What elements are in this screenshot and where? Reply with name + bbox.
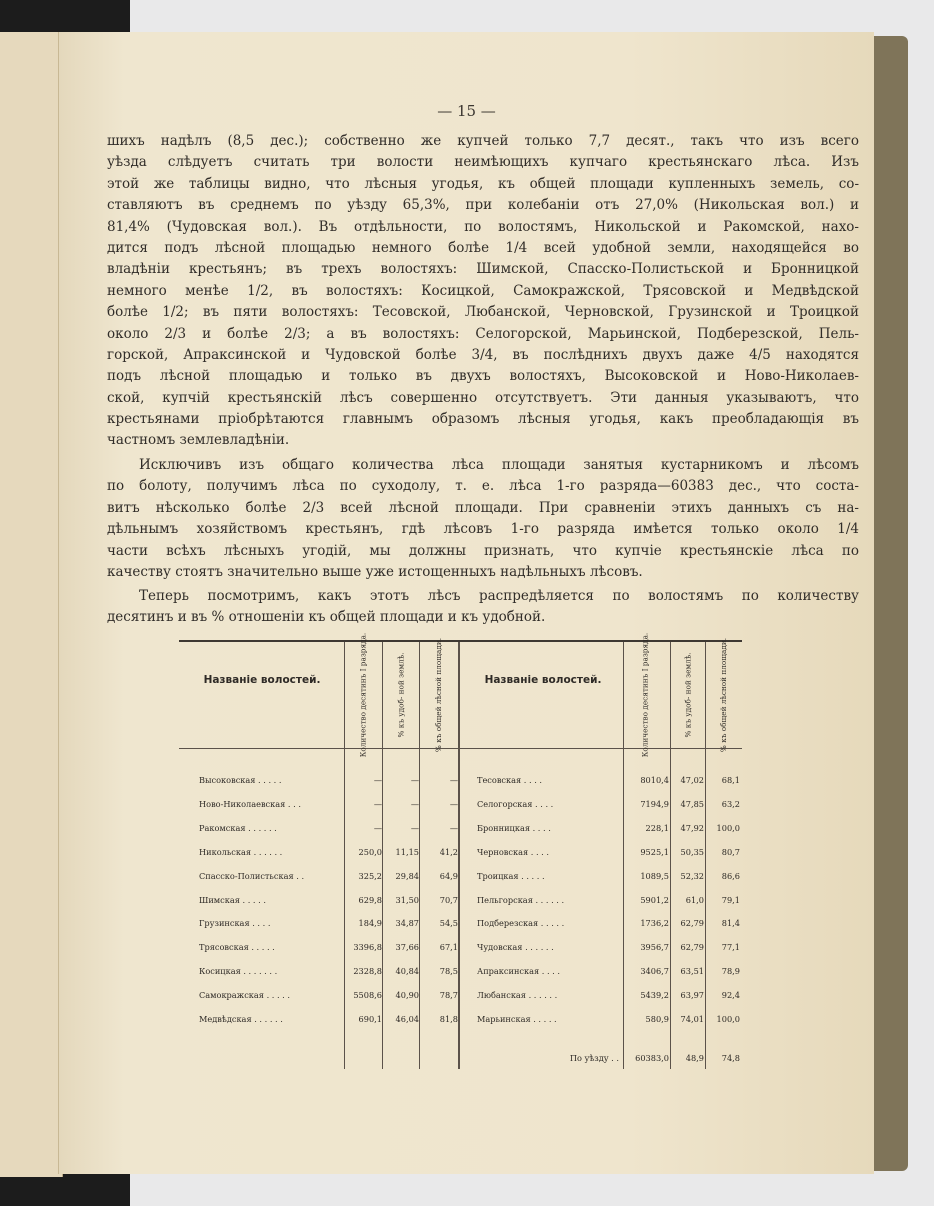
pct-forest-cell: 81,8 — [439, 1014, 458, 1024]
header-volost-name: Названіе волостей. — [203, 674, 321, 686]
pct-useful-cell: — — [410, 798, 419, 809]
paragraph-2 — [107, 455, 859, 583]
table-row — [179, 769, 742, 791]
qty-cell: 629,8 — [358, 894, 382, 905]
text-line: частномъ землевладѣніи. — [107, 432, 290, 449]
pct-forest-cell: — — [449, 775, 458, 785]
pct-useful-cell: 31,50 — [395, 894, 419, 905]
volost-name: Подберезская . . . . . — [477, 918, 565, 929]
text-line: болѣе 1/2; въ пяти волостяхъ: Тесовской, Любанской, Черновской, Грузинской и Троицкой — [107, 304, 859, 321]
text-line: 81,4% (Чудовская вол.). Въ отдѣльности, по волостямъ, Никольской и Ракомской, нахо- — [107, 218, 859, 235]
total-row — [179, 1047, 742, 1069]
facing-page-edge — [0, 32, 63, 1177]
header-qty: Количество десятинъ I разряда. — [358, 632, 367, 758]
text-line: владѣніи крестьянъ; въ трехъ волостяхъ: Шимской, Спасско-Полистьской и Бронницкой — [107, 261, 859, 278]
pct-useful-cell: 50,35 — [680, 846, 704, 857]
volost-name: Троицкая . . . . . — [477, 870, 545, 881]
text-line: дится подъ лѣсной площадью немного болѣе 1/4 всей удобной земли, находящейся во — [107, 239, 859, 256]
text-line: немного менѣе 1/2, въ волостяхъ: Косицкой, Самокражской, Трясовской и Медвѣдской — [107, 282, 859, 299]
total-label: По уѣзду . . — [569, 1053, 619, 1063]
pct-useful-cell: 63,97 — [680, 990, 704, 1001]
pct-forest-cell: — — [449, 798, 458, 809]
header-qty: Количество десятинъ I разряда. — [640, 632, 649, 758]
text-line: подъ лѣсной площадью и только въ двухъ волостяхъ, Высоковской и Ново-Николаев- — [107, 368, 859, 385]
volost-name: Спасско-Полистьская . . — [199, 870, 305, 881]
qty-cell: 7194,9 — [640, 798, 669, 809]
pct-forest-cell: 63,2 — [721, 798, 740, 809]
pct-forest-cell: 67,1 — [439, 942, 458, 953]
pct-forest-cell: 70,7 — [439, 894, 458, 905]
pct-useful-cell: 34,87 — [395, 918, 419, 929]
forest-by-volost-table — [179, 632, 742, 1063]
pct-forest-cell: 80,7 — [721, 846, 740, 857]
volost-name: Селогорская . . . . — [477, 798, 554, 809]
text-line: части всѣхъ лѣсныхъ угодій, мы должны признать, что купчіе крестьянскіе лѣса по — [107, 542, 859, 559]
pct-useful-cell: 62,79 — [680, 918, 704, 929]
pct-forest-cell: 68,1 — [721, 775, 740, 785]
pct-forest-cell: 41,2 — [439, 846, 458, 857]
pct-forest-cell: 100,0 — [716, 822, 740, 833]
pct-useful-cell: 52,32 — [680, 870, 704, 881]
table-row — [179, 936, 742, 958]
paragraph-3 — [107, 586, 859, 629]
pct-useful-cell: — — [410, 775, 419, 785]
pct-useful-cell: 46,04 — [395, 1014, 419, 1024]
pct-forest-cell: — — [449, 822, 458, 833]
text-line: дѣльнымъ хозяйствомъ крестьянъ, гдѣ лѣсовъ 1-го разряда имѣется только около 1/4 — [107, 521, 859, 538]
qty-cell: 325,2 — [358, 870, 382, 881]
pct-useful-cell: 74,01 — [680, 1014, 704, 1024]
table-row — [179, 841, 742, 863]
book-page — [58, 32, 874, 1174]
volost-name: Апраксинская . . . . — [477, 966, 560, 977]
header-pct-useful: % къ удоб- ной землѣ. — [396, 652, 405, 738]
pct-forest-cell: 64,9 — [439, 870, 458, 881]
pct-forest-cell: 100,0 — [716, 1014, 740, 1024]
text-line: шихъ надѣлъ (8,5 дес.); собственно же купчей только 7,7 десят., такъ что изъ всего — [107, 133, 859, 149]
text-line: горской, Апраксинской и Чудовской болѣе 3/4, въ послѣднихъ двухъ даже 4/5 находятся — [107, 346, 859, 363]
qty-cell: 9525,1 — [640, 846, 669, 857]
pct-forest-cell: 81,4 — [721, 918, 740, 929]
volost-name: Ново-Николаевская . . . — [199, 798, 301, 809]
pct-useful-cell: 47,85 — [680, 798, 704, 809]
qty-cell: 580,9 — [645, 1014, 669, 1024]
pct-forest-cell: 92,4 — [721, 990, 740, 1001]
qty-cell: 2328,8 — [353, 966, 382, 977]
text-line: этой же таблицы видно, что лѣсныя угодья, къ общей площади купленныхъ земель, со- — [107, 175, 859, 192]
header-rule — [179, 748, 742, 749]
page-number: — 15 — — [437, 102, 496, 120]
table-row — [179, 1008, 742, 1030]
text-line: Теперь посмотримъ, какъ этотъ лѣсъ распредѣляется по волостямъ по количеству — [139, 588, 859, 604]
qty-cell: 3396,8 — [353, 942, 382, 953]
table-row — [179, 912, 742, 934]
header-pct-forest: % къ общей лѣсной площади. — [434, 637, 443, 753]
qty-cell: 250,0 — [358, 846, 382, 857]
header-pct-forest: % къ общей лѣсной площади. — [719, 637, 728, 753]
volost-name: Черновская . . . . — [477, 846, 549, 857]
volost-name: Самокражская . . . . . — [199, 990, 290, 1001]
pct-useful-cell: 40,90 — [395, 990, 419, 1001]
text-line: ставляютъ въ среднемъ по уѣзду 65,3%, при колебаніи отъ 27,0% (Никольская вол.) и — [107, 197, 859, 214]
text-line: крестьянами пріобрѣтаются главнымъ образомъ лѣсныя угодья, какъ преобладающія въ — [107, 411, 859, 428]
qty-cell: 690,1 — [358, 1014, 382, 1024]
table-row — [179, 793, 742, 815]
volost-name: Тесовская . . . . — [477, 775, 543, 785]
volost-name: Косицкая . . . . . . . — [199, 966, 278, 977]
paragraph-1 — [107, 131, 859, 452]
pct-useful-cell: 11,15 — [395, 846, 419, 857]
pct-useful-cell: 61,0 — [685, 894, 704, 905]
qty-cell: — — [373, 822, 382, 833]
text-line: десятинъ и въ % отношеніи къ общей площади и къ удобной. — [107, 609, 546, 626]
pct-useful-cell: 62,79 — [680, 942, 704, 953]
volost-name: Грузинская . . . . — [199, 918, 271, 929]
qty-cell: 228,1 — [645, 822, 669, 833]
table-row — [179, 889, 742, 911]
volost-name: Шимская . . . . . — [199, 894, 266, 905]
volost-name: Ракомская . . . . . . — [199, 822, 277, 833]
pct-forest-cell: 54,5 — [439, 918, 458, 929]
pct-useful-cell: 47,92 — [680, 822, 704, 833]
qty-cell: 5439,2 — [640, 990, 669, 1001]
text-line: Исключивъ изъ общаго количества лѣса площади занятыя кустарникомъ и лѣсомъ — [139, 457, 859, 473]
pct-forest-cell: 78,7 — [439, 990, 458, 1001]
table-row — [179, 960, 742, 982]
pct-forest-cell: 79,1 — [721, 894, 740, 905]
table-row — [179, 817, 742, 839]
header-pct-useful: % къ удоб- ной землѣ. — [683, 652, 692, 738]
text-line: около 2/3 и болѣе 2/3; а въ волостяхъ: Селогорской, Марьинской, Подберезской, Пель- — [107, 325, 859, 342]
qty-cell: 1736,2 — [640, 918, 669, 929]
pct-useful-cell: 29,84 — [395, 870, 419, 881]
pct-forest-cell: 78,9 — [721, 966, 740, 977]
text-line: уѣзда слѣдуетъ считать три волости неимѣющихъ купчаго крестьянскаго лѣса. Изъ — [107, 154, 859, 171]
pct-useful-cell: 47,02 — [680, 775, 704, 785]
volost-name: Медвѣдская . . . . . . — [199, 1014, 283, 1024]
volost-name: Высоковская . . . . . — [199, 775, 282, 785]
qty-cell: 5508,6 — [353, 990, 382, 1001]
volost-name: Никольская . . . . . . — [199, 846, 283, 857]
qty-cell: — — [373, 798, 382, 809]
qty-cell: 3406,7 — [640, 966, 669, 977]
pct-useful-cell: — — [410, 822, 419, 833]
book-back-cover — [868, 36, 908, 1171]
total-pct-useful: 48,9 — [685, 1053, 704, 1063]
text-line: витъ нѣсколько болѣе 2/3 всей лѣсной площади. При сравненіи этихъ данныхъ съ на- — [107, 499, 859, 516]
volost-name: Бронницкая . . . . — [477, 822, 551, 833]
pct-useful-cell: 40,84 — [395, 966, 419, 977]
header-volost-name: Названіе волостей. — [484, 674, 602, 686]
pct-forest-cell: 86,6 — [721, 870, 740, 881]
pct-forest-cell: 77,1 — [721, 942, 740, 953]
table-row — [179, 984, 742, 1006]
text-line: по болоту, получимъ лѣса по суходолу, т. е. лѣса 1-го разряда—60383 дес., что соста- — [107, 478, 859, 495]
qty-cell: 3956,7 — [640, 942, 669, 953]
qty-cell: 1089,5 — [640, 870, 669, 881]
pct-useful-cell: 37,66 — [395, 942, 419, 953]
volost-name: Трясовская . . . . . — [199, 942, 275, 953]
text-line: ской, купчій крестьянскій лѣсъ совершенно отсутствуетъ. Эти данныя указываютъ, что — [107, 389, 859, 406]
volost-name: Пельгорская . . . . . . — [477, 894, 565, 905]
pct-forest-cell: 78,5 — [439, 966, 458, 977]
total-pct-forest: 74,8 — [721, 1053, 740, 1063]
volost-name: Марьинская . . . . . — [477, 1014, 557, 1024]
qty-cell: 184,9 — [358, 918, 382, 929]
volost-name: Чудовская . . . . . . — [477, 942, 554, 953]
total-qty: 60383,0 — [635, 1053, 669, 1063]
text-line: качеству стоятъ значительно выше уже истощенныхъ надѣльныхъ лѣсовъ. — [107, 563, 643, 580]
qty-cell: 8010,4 — [640, 775, 669, 785]
pct-useful-cell: 63,51 — [680, 966, 704, 977]
qty-cell: — — [373, 775, 382, 785]
table-row — [179, 865, 742, 887]
qty-cell: 5901,2 — [640, 894, 669, 905]
volost-name: Любанская . . . . . . — [477, 990, 558, 1001]
